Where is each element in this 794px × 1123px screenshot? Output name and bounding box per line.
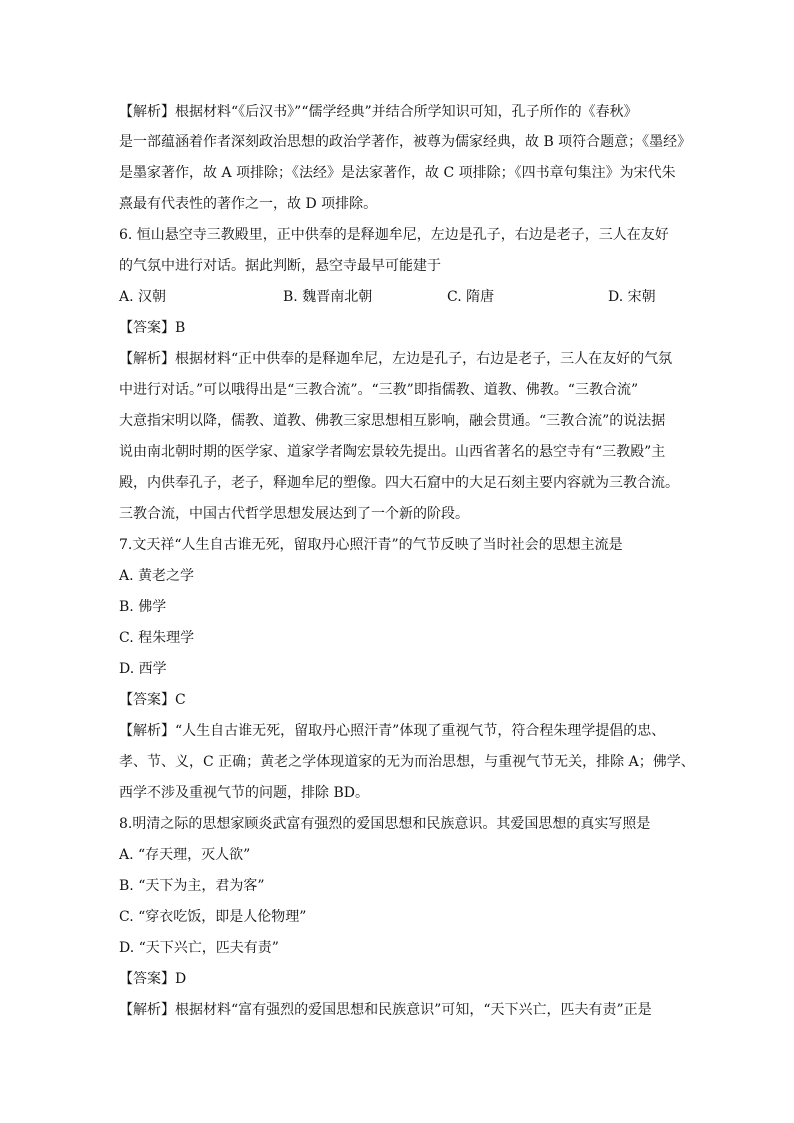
analysis-q6-line-3: 大意指宋明以降，儒教、道教、佛教三家思想相互影响，融会贯通。“三教合流”的说法据 <box>119 413 666 429</box>
question-7: 7.文天祥“人生自古谁无死，留取丹心照汗青”的气节反映了当时社会的思想主流是 <box>119 537 623 553</box>
analysis-q6-line-6: 三教合流，中国古代哲学思想发展达到了一个新的阶段。 <box>119 506 469 522</box>
analysis-q5-line-4: 熹最有代表性的著作之一，故 D 项排除。 <box>119 196 378 212</box>
q7-option-b: B. 佛学 <box>119 599 167 615</box>
analysis-q6-line-2: 中进行对话。”可以哦得出是“三教合流”。“三教”即指儒教、道教、佛教。“三教合流” <box>119 382 639 398</box>
q6-option-d: D. 宋朝 <box>608 289 656 305</box>
q7-option-a: A. 黄老之学 <box>119 568 195 584</box>
q7-option-c: C. 程朱理学 <box>119 630 195 646</box>
question-6-line-2: 的气氛中进行对话。据此判断，悬空寺最早可能建于 <box>119 258 441 274</box>
q8-option-a: A. “存天理，灭人欲” <box>119 847 251 863</box>
answer-q8: 【答案】D <box>119 971 187 987</box>
q6-option-c: C. 隋唐 <box>447 289 495 305</box>
q6-option-a: A. 汉朝 <box>119 289 167 305</box>
analysis-q8-line-1: 【解析】根据材料“富有强烈的爱国思想和民族意识”可知，“天下兴亡，匹夫有责”正是 <box>119 1002 652 1018</box>
q8-option-b: B. “天下为主，君为客” <box>119 878 265 894</box>
q6-option-b: B. 魏晋南北朝 <box>283 289 373 305</box>
analysis-q5-line-3: 是墨家著作，故 A 项排除；《法经》是法家著作，故 C 项排除；《四书章句集注》为宋代朱 <box>119 165 676 181</box>
question-8: 8.明清之际的思想家顾炎武富有强烈的爱国思想和民族意识。其爱国思想的真实写照是 <box>119 816 651 832</box>
analysis-q5-line-1: 【解析】根据材料“《后汉书》”“儒学经典”并结合所学知识可知，孔子所作的《春秋》 <box>119 104 638 120</box>
analysis-q6-line-5: 殿，内供奉孔子，老子，释迦牟尼的塑像。四大石窟中的大足石刻主要内容就为三教合流。 <box>119 475 679 491</box>
analysis-q7-line-3: 西学不涉及重视气节的问题，排除 BD。 <box>119 785 369 801</box>
analysis-q7-line-1: 【解析】“人生自古谁无死，留取丹心照汗青”体现了重视气节，符合程朱理学提倡的忠、 <box>119 723 666 739</box>
q8-option-c: C. “穿衣吃饭，即是人伦物理” <box>119 909 307 925</box>
analysis-q6-line-4: 说由南北朝时期的医学家、道家学者陶宏景较先提出。山西省著名的悬空寺有“三教殿”主 <box>119 444 666 460</box>
analysis-q6-line-1: 【解析】根据材料“正中供奉的是释迦牟尼，左边是孔子，右边是老子，三人在友好的气氛 <box>119 351 673 367</box>
analysis-q7-line-2: 孝、节、义，C 正确；黄老之学体现道家的无为而治思想，与重视气节无关，排除 A；佛学、 <box>119 754 695 770</box>
answer-q7: 【答案】C <box>119 692 186 708</box>
question-6-line-1: 6. 恒山悬空寺三教殿里，正中供奉的是释迦牟尼，左边是孔子，右边是老子，三人在友好 <box>119 227 669 243</box>
q8-option-d: D. “天下兴亡，匹夫有责” <box>119 940 279 956</box>
q7-option-d: D. 西学 <box>119 661 167 677</box>
answer-q6: 【答案】B <box>119 320 186 336</box>
analysis-q5-line-2: 是一部蕴涵着作者深刻政治思想的政治学著作，被尊为儒家经典，故 B 项符合题意；《墨经》 <box>119 134 692 150</box>
